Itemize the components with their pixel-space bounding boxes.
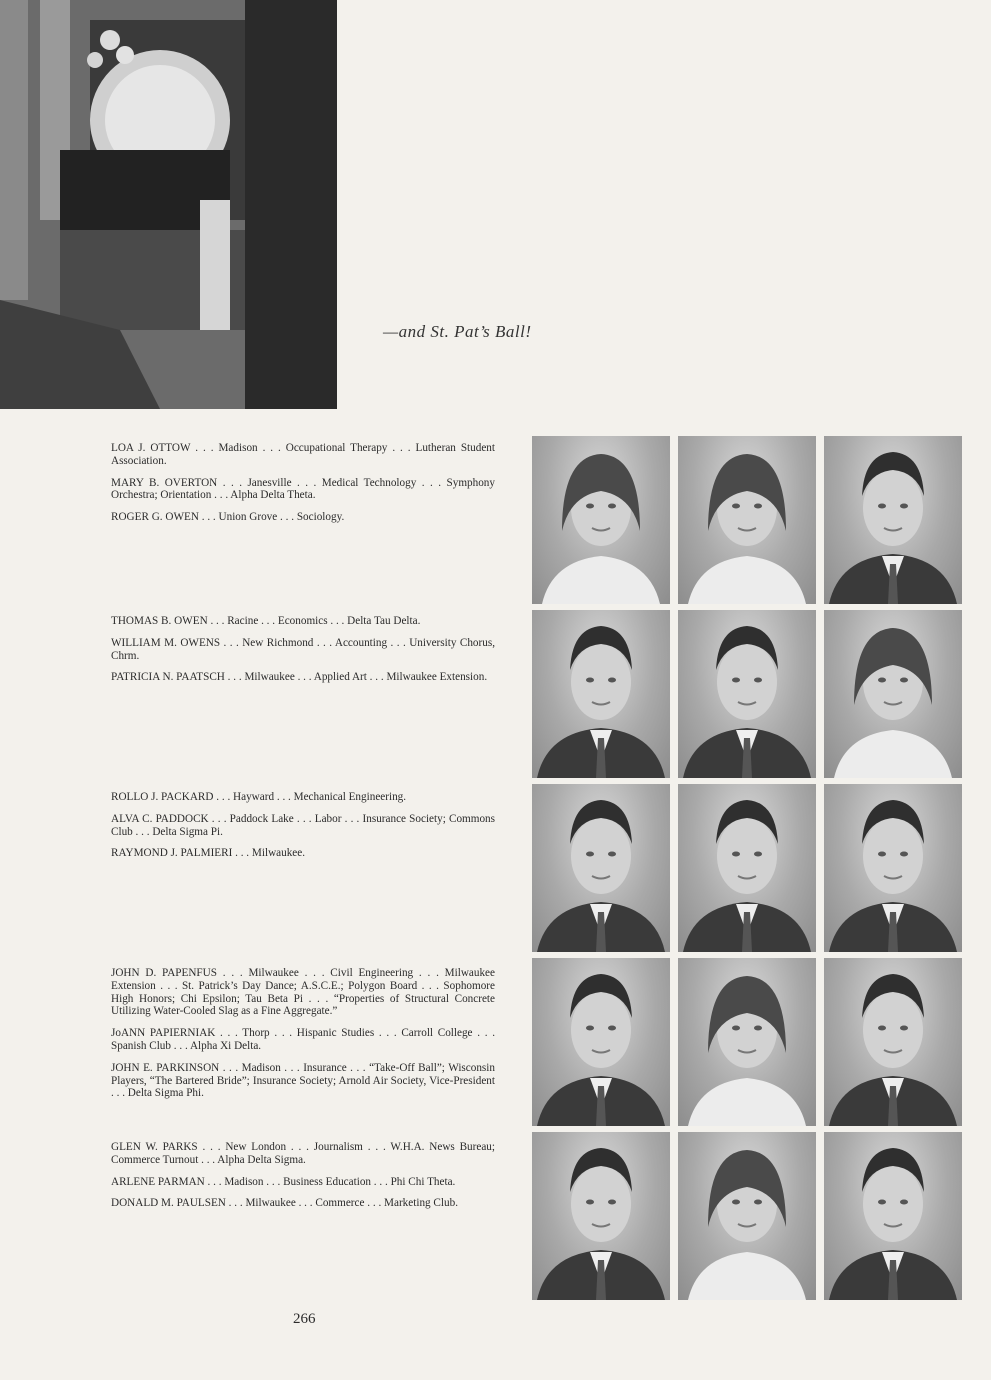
bio-group bbox=[111, 442, 495, 533]
student-portrait bbox=[532, 784, 670, 952]
bio-entry: JOHN E. PARKINSON . . . Madison . . . Insurance . . . “Take-Off Ball”; Wisconsin Players, “The Bartered Bride”; Insurance Society; Arnold Air Society, Vice-President . . . Delta Sigma Phi. bbox=[111, 1061, 495, 1100]
student-portrait bbox=[532, 436, 670, 604]
bio-entry: JOHN D. PAPENFUS . . . Milwaukee . . . Civil Engineering . . . Milwaukee Extension . . . St. Patrick’s Day Dance; A.S.C.E.; Polygon Board . . . Sophomore High Honors; Chi Epsilon; Tau Beta Pi . . . “Properties of Structural Concrete Utilizing Water-Cooled Slag as a Fine Aggregate.” bbox=[111, 967, 495, 1018]
portrait-grid bbox=[532, 436, 962, 1300]
student-portrait bbox=[532, 610, 670, 778]
bio-entry: PATRICIA N. PAATSCH . . . Milwaukee . . . Applied Art . . . Milwaukee Extension. bbox=[111, 671, 488, 684]
photo-caption: —and St. Pat’s Ball! bbox=[383, 322, 532, 341]
bio-entry: DONALD M. PAULSEN . . . Milwaukee . . . Commerce . . . Marketing Club. bbox=[111, 1197, 458, 1210]
bio-group bbox=[111, 967, 495, 1109]
bio-group bbox=[111, 1141, 495, 1219]
bio-entry: ALVA C. PADDOCK . . . Paddock Lake . . . Labor . . . Insurance Society; Commons Club . . . Delta Sigma Pi. bbox=[111, 812, 495, 838]
bio-entry: WILLIAM M. OWENS . . . New Richmond . . . Accounting . . . University Chorus, Chrm. bbox=[111, 636, 495, 662]
bio-entry: LOA J. OTTOW . . . Madison . . . Occupational Therapy . . . Lutheran Student Association. bbox=[111, 442, 495, 467]
bio-group bbox=[111, 791, 495, 869]
bio-entry: THOMAS B. OWEN . . . Racine . . . Economics . . . Delta Tau Delta. bbox=[111, 615, 421, 627]
bio-entry: MARY B. OVERTON . . . Janesville . . . Medical Technology . . . Symphony Orchestra; Orientation . . . Alpha Delta Theta. bbox=[111, 476, 495, 502]
student-portrait bbox=[678, 1132, 816, 1300]
bio-entry: ARLENE PARMAN . . . Madison . . . Business Education . . . Phi Chi Theta. bbox=[111, 1175, 456, 1188]
student-portrait bbox=[824, 436, 962, 604]
student-portrait bbox=[678, 958, 816, 1126]
student-portrait bbox=[824, 784, 962, 952]
bio-entry: ROGER G. OWEN . . . Union Grove . . . Sociology. bbox=[111, 511, 345, 524]
student-portrait bbox=[824, 1132, 962, 1300]
student-portrait bbox=[532, 1132, 670, 1300]
student-portrait bbox=[824, 610, 962, 778]
bio-entry: JoANN PAPIERNIAK . . . Thorp . . . Hispanic Studies . . . Carroll College . . . Spanish Club . . . Alpha Xi Delta. bbox=[111, 1027, 495, 1052]
dance-photo bbox=[0, 0, 337, 409]
student-portrait bbox=[678, 784, 816, 952]
bio-entry: ROLLO J. PACKARD . . . Hayward . . . Mechanical Engineering. bbox=[111, 791, 407, 803]
student-portrait bbox=[532, 958, 670, 1126]
page-number: 266 bbox=[293, 1311, 316, 1327]
bio-entry: GLEN W. PARKS . . . New London . . . Journalism . . . W.H.A. News Bureau; Commerce Turnout . . . Alpha Delta Sigma. bbox=[111, 1141, 495, 1166]
bio-entry: RAYMOND J. PALMIERI . . . Milwaukee. bbox=[111, 847, 306, 860]
student-portrait bbox=[678, 436, 816, 604]
student-portrait bbox=[824, 958, 962, 1126]
student-portrait bbox=[678, 610, 816, 778]
bio-group bbox=[111, 615, 495, 693]
